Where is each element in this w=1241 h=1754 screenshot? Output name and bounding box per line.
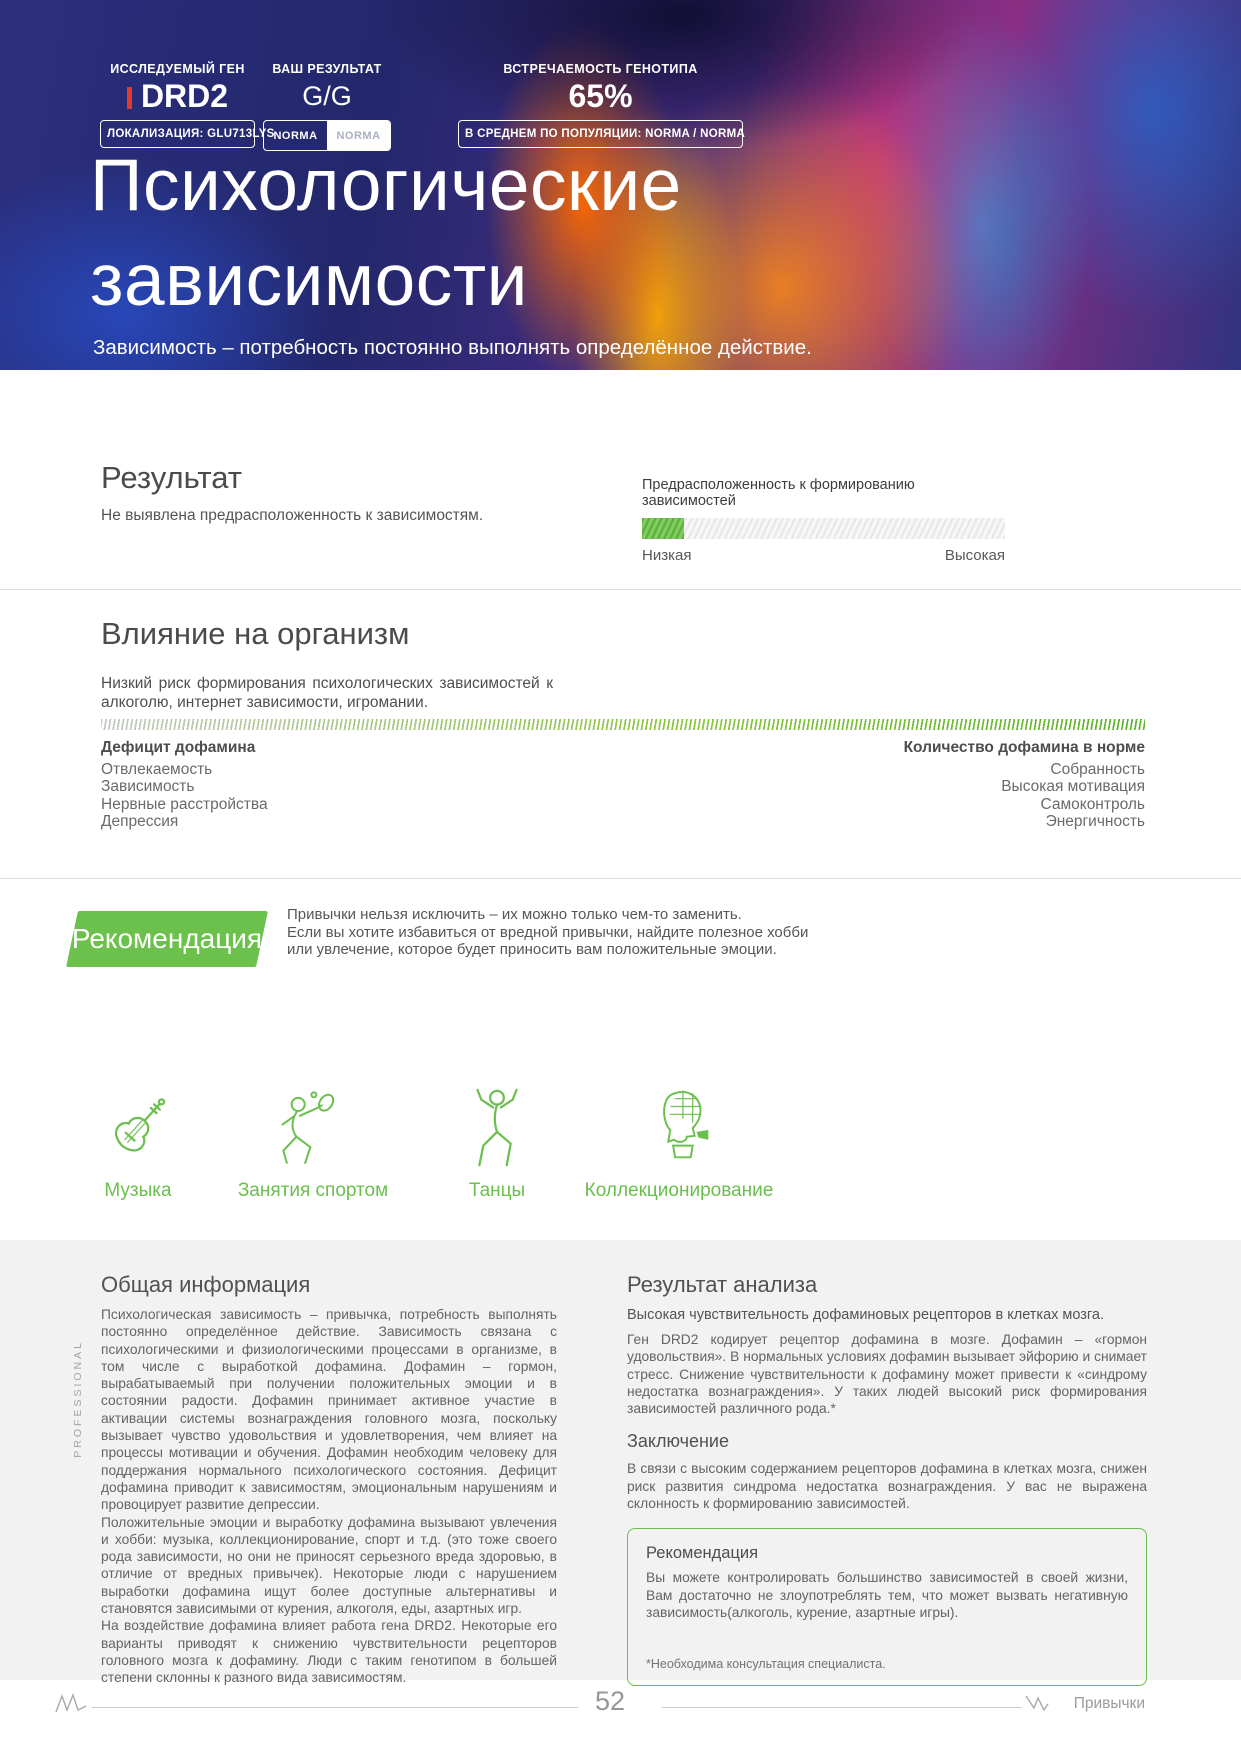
tennis-player-icon xyxy=(265,1085,361,1171)
localization-box: ЛОКАЛИЗАЦИЯ: GLU713LYS xyxy=(100,120,255,148)
trait-item: Собранность xyxy=(1050,760,1145,778)
page-title-line2: зависимости xyxy=(90,240,528,321)
flourish-left-icon xyxy=(54,1690,88,1716)
gene-value xyxy=(100,76,255,116)
recommendation-text xyxy=(287,906,832,959)
traits-deficit-title: Дефицит дофамина xyxy=(101,739,256,756)
dancer-icon xyxy=(454,1085,540,1171)
header-photo xyxy=(0,0,1241,370)
recommendation-line2: Если вы хотите избавиться от вредной привычки, найдите полезное хобби или увлечение, которое будет приносить вам положительные эмоции. xyxy=(287,923,809,959)
scale-low-label: Низкая xyxy=(642,547,692,564)
general-info-paragraph: Психологическая зависимость – привычка, потребность выполнять постоянно определённое действие. Зависимость связана с психологическими и физиологическими процессами в организме, в том числе с выработкой дофамина. Дофамин – гормон, вырабатываемый при получении положительных эмоции и в состоянии радости. Дофамин принимает активное участие в активации системы вознаграждения головного мозга, поскольку вызывает чувство удовольствия и удовлетворения, чем влияет на процессы мотивации и обучения. Дофамин необходим человеку для поддержания нормального психологического состояния. Дефицит дофамина приводит к зависимостям, эмоциональным нарушениям и провоцирует развитие депрессии. xyxy=(101,1307,557,1513)
trait-item: Отвлекаемость xyxy=(101,760,213,778)
page-title xyxy=(90,138,682,328)
influence-text: Низкий риск формирования психологических зависимостей к алкоголю, интернет зависимости, игромании. xyxy=(101,675,553,711)
footer-rule xyxy=(662,1707,1022,1708)
page-subtitle: Зависимость – потребность постоянно выполнять определённое действие. xyxy=(93,336,812,359)
population-box: В СРЕДНЕМ ПО ПОПУЛЯЦИИ: NORMA / NORMA xyxy=(458,120,743,148)
red-marker xyxy=(127,87,132,109)
recommendation-banner-label: Рекомендация xyxy=(71,923,263,954)
professional-side-label: PROFESSIONAL xyxy=(72,1340,84,1458)
traits-deficit xyxy=(101,739,268,831)
scale-label: Предрасположенность к формированию зависимостей xyxy=(642,477,915,509)
hobby-label: Танцы xyxy=(468,1180,526,1201)
gene-name: DRD2 xyxy=(140,78,229,114)
scale-fill xyxy=(642,518,684,539)
specialist-footnote: *Необходима консультация специалиста. xyxy=(646,1657,886,1672)
result-label: ВАШ РЕЗУЛЬТАТ xyxy=(272,62,382,76)
hobby-collecting xyxy=(579,1085,779,1202)
stat-frequency xyxy=(458,62,746,148)
traits-norm-title: Количество дофамина в норме xyxy=(903,739,1145,756)
general-info-paragraph: На воздействие дофамина влияет работа гена DRD2. Некоторые его варианты приводят к снижению чувствительности рецепторов головного мозга к дофамину. Люди с таким генотипом в большей степени склонны к разного вида зависимостям. xyxy=(101,1618,557,1686)
gene-label: ИССЛЕДУЕМЫЙ ГЕН xyxy=(110,62,245,76)
hobby-music xyxy=(88,1085,188,1202)
result-text: Не выявлена предрасположенность к зависимостям. xyxy=(101,507,484,524)
analysis-text: Ген DRD2 кодирует рецептор дофамина в мозге. Дофамин – «гормон удовольствия». В нормальных условиях дофамин вызывает эйфорию и снимает стресс. Снижение чувствительности к дофамину может привести к «синдрому недостатка вознаграждения». У таких людей высокий риск формирования зависимостей различного рода.* xyxy=(627,1332,1147,1417)
influence-heading: Влияние на организм xyxy=(101,616,410,651)
page-number: 52 xyxy=(594,1686,626,1716)
conclusion-text: В связи с высоким содержанием рецепторов дофамина в клетках мозга, снижен риск развития синдрома недостатка вознаграждения. У вас не выражена склонность к формированию зависимостей. xyxy=(627,1461,1147,1512)
page-title-line1: Психологические xyxy=(90,145,682,226)
section-divider xyxy=(0,878,1241,879)
predisposition-scale xyxy=(642,477,1005,564)
footer-section-label: Привычки xyxy=(1073,1695,1145,1712)
trait-item: Депрессия xyxy=(101,813,179,830)
hatch-divider xyxy=(101,719,1145,730)
hobby-sport xyxy=(233,1085,393,1202)
general-info-paragraph: Положительные эмоции и выработку дофамина вызывают увлечения и хобби: музыка, коллекционирование, спорт и т.д. (это тоже своего рода зависимости, но они не приносят серьезного вреда здоровью, в отличие от вредных привычек). Некоторые люди с нарушением выработки дофамина ищут более доступные альтернативы и становятся зависимыми от курения, алкоголя, еды, азартных игр. xyxy=(101,1514,557,1617)
recommendation-line1: Привычки нельзя исключить – их можно только чем-то заменить. xyxy=(287,906,742,923)
stat-gene xyxy=(100,62,275,148)
flourish-right-icon xyxy=(1024,1690,1050,1716)
conclusion-heading: Заключение xyxy=(627,1431,729,1452)
norma-segment-left: NORMA xyxy=(273,129,318,142)
analysis-heading: Результат анализа xyxy=(627,1272,818,1297)
violin-icon xyxy=(95,1085,181,1171)
trait-item: Высокая мотивация xyxy=(1001,778,1145,795)
analysis-column xyxy=(627,1272,1147,1686)
scale-ends xyxy=(642,547,1005,564)
recommendation-box-text: Вы можете контролировать большинство зависимостей в своей жизни, Вам достаточно не злоупотреблять тем, что может вызвать негативную зависимость(алкоголь, курение, азартные игры). xyxy=(646,1570,1128,1620)
trait-item: Зависимость xyxy=(101,778,195,795)
frequency-value: 65% xyxy=(568,78,633,114)
analysis-lead: Высокая чувствительность дофаминовых рецепторов в клетках мозга. xyxy=(627,1307,1104,1323)
frequency-label: ВСТРЕЧАЕМОСТЬ ГЕНОТИПА xyxy=(503,62,698,76)
trait-item: Самоконтроль xyxy=(1040,795,1145,813)
traits-norm xyxy=(904,739,1145,831)
hobby-dance xyxy=(447,1085,547,1202)
general-info-heading: Общая информация xyxy=(101,1272,311,1297)
hobby-label: Коллекционирование xyxy=(584,1180,774,1201)
general-info-column xyxy=(101,1272,557,1687)
scale-track xyxy=(642,518,1005,539)
result-value: G/G xyxy=(302,81,352,111)
scale-high-label: Высокая xyxy=(944,547,1005,564)
result-heading: Результат xyxy=(101,460,242,495)
recommendation-box xyxy=(627,1528,1147,1686)
bust-icon xyxy=(636,1085,722,1171)
hobby-label: Музыка xyxy=(104,1180,172,1201)
norma-segment-right: NORMA xyxy=(327,121,390,150)
footer-rule xyxy=(92,1707,578,1708)
section-divider xyxy=(0,589,1241,590)
hobby-label: Занятия спортом xyxy=(237,1180,389,1201)
recommendation-box-heading: Рекомендация xyxy=(646,1544,759,1563)
trait-item: Энергичность xyxy=(1045,813,1145,830)
trait-item: Нервные расстройства xyxy=(101,795,268,813)
